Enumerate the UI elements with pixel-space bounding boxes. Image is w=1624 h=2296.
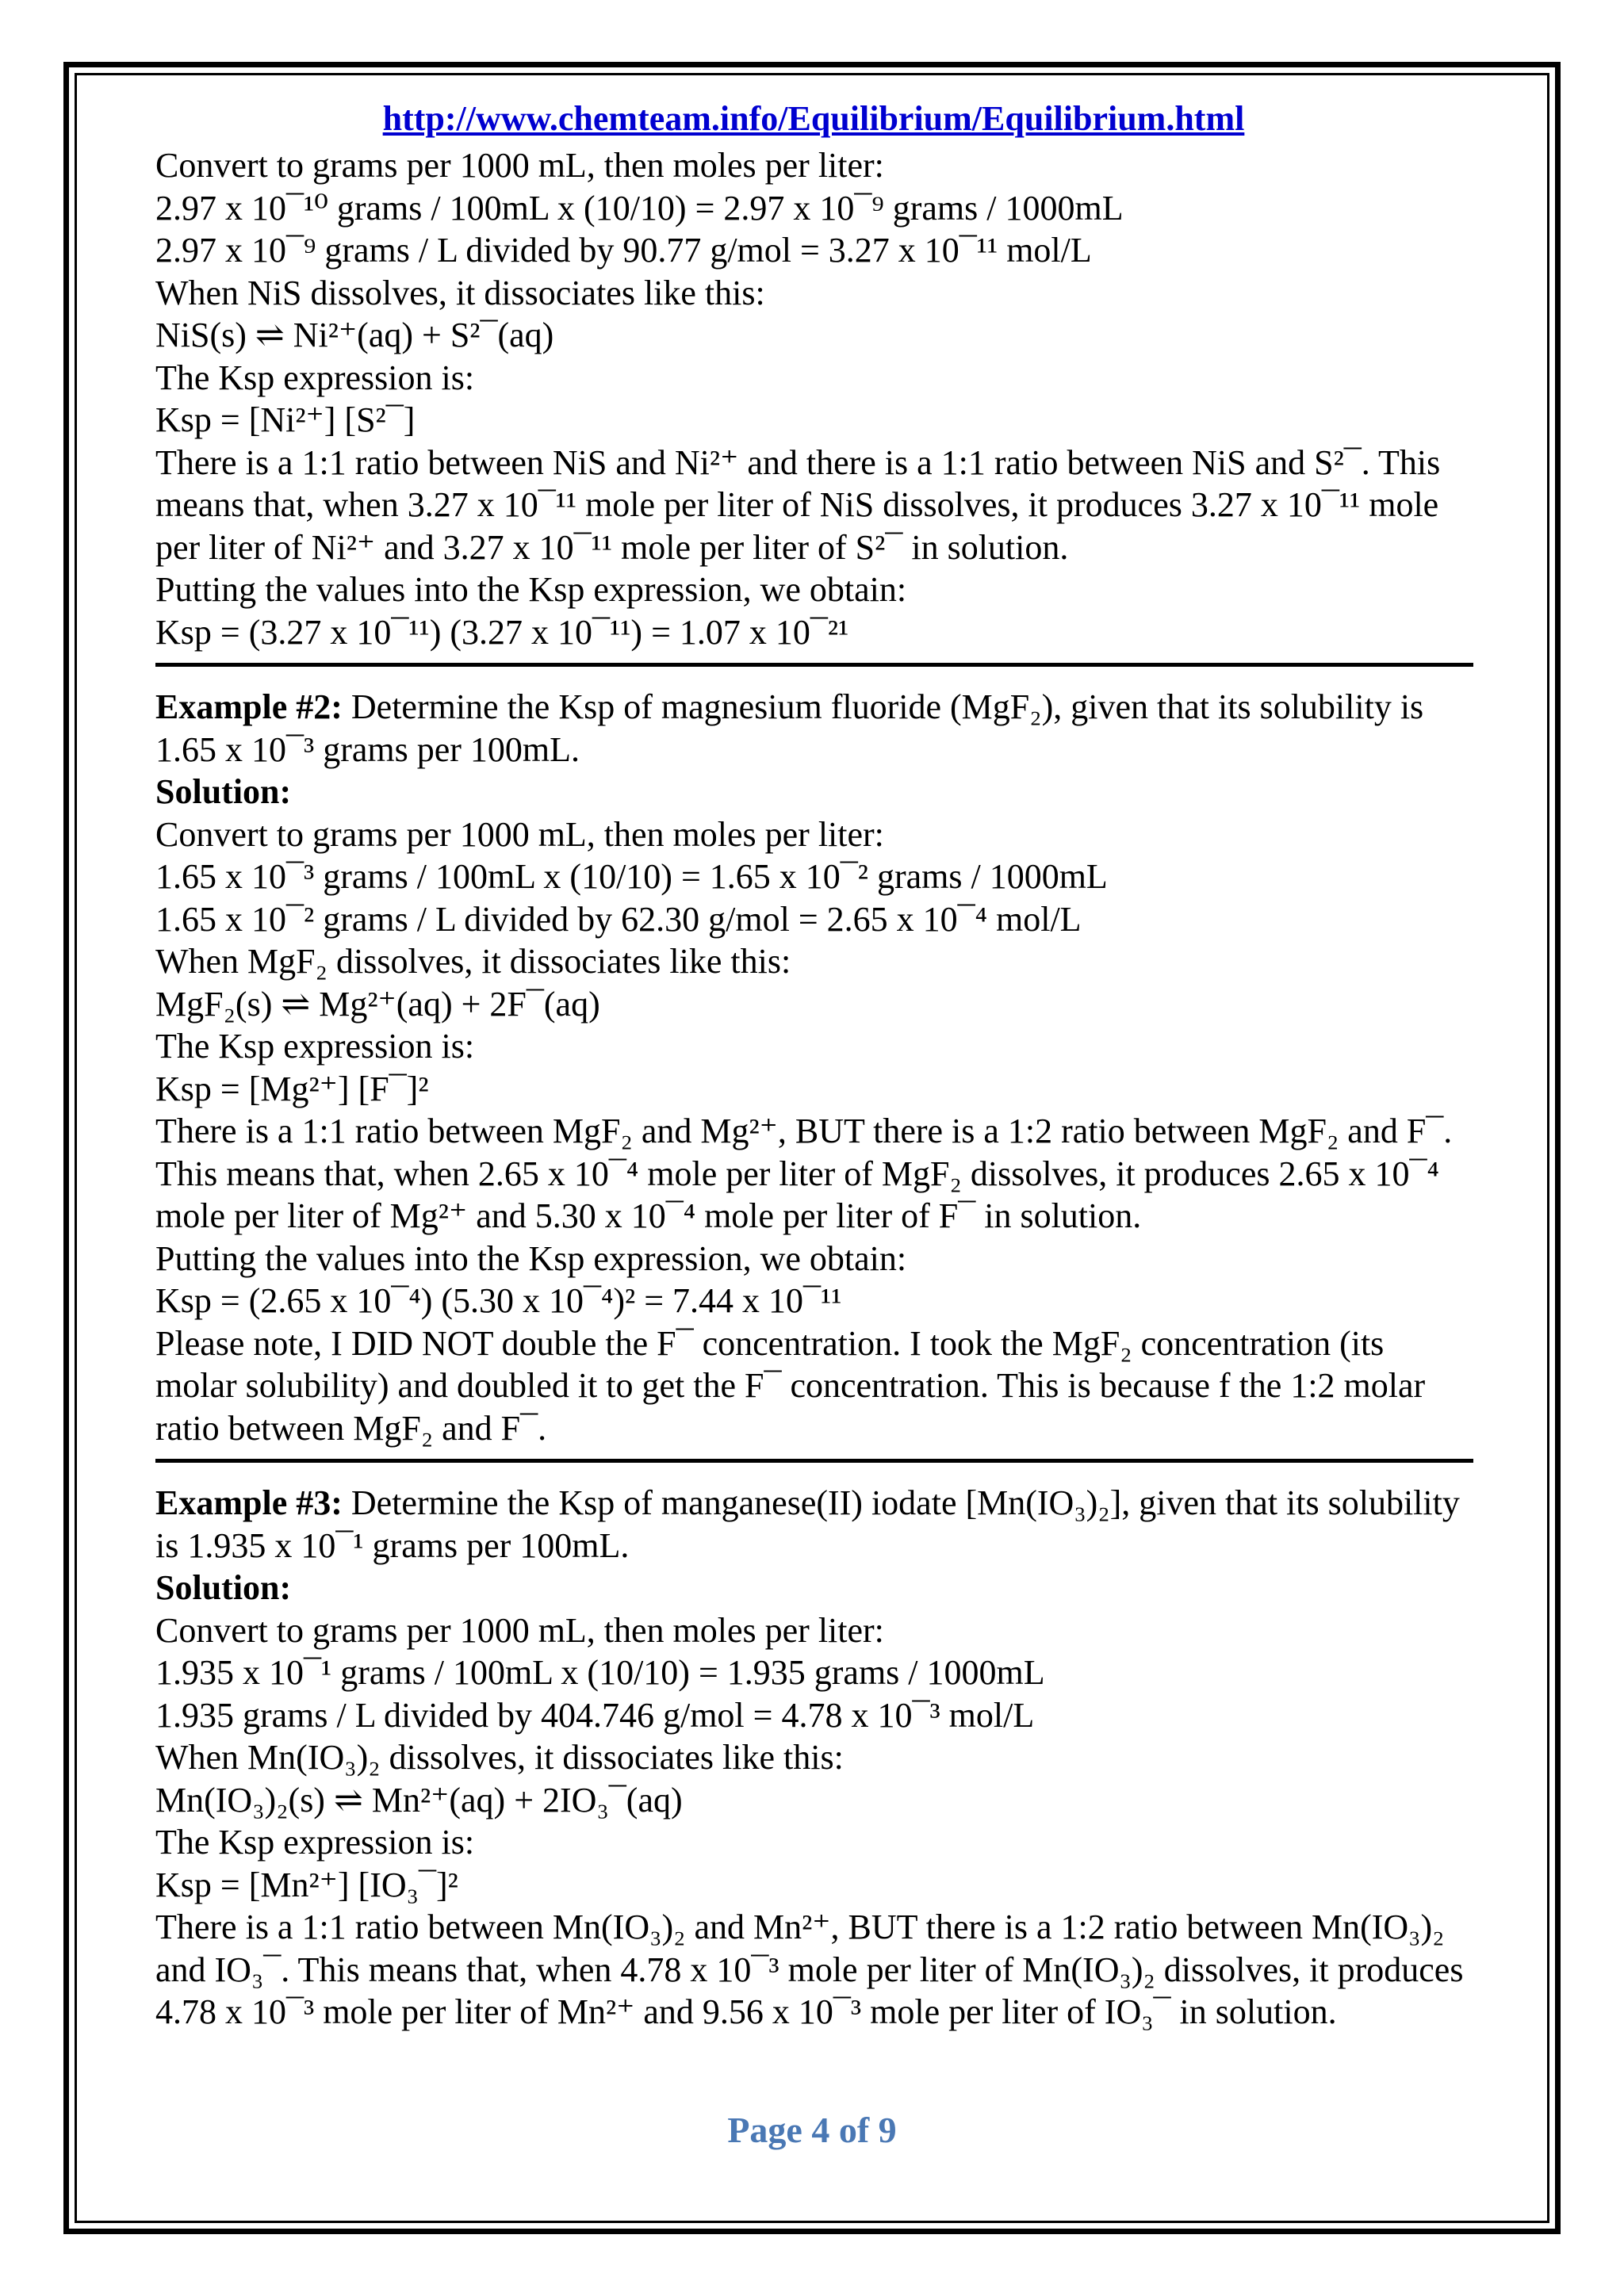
s1-line-4: When NiS dissolves, it dissociates like this: xyxy=(155,273,765,312)
s1-line-6: The Ksp expression is: xyxy=(155,358,475,397)
document-body xyxy=(155,95,1472,2034)
ex2-equation: MgF₂(s) ⇌ Mg²⁺(aq) + 2F¯(aq) xyxy=(155,984,600,1024)
ex3-line-1: Convert to grams per 1000 mL, then moles per liter: xyxy=(155,1610,884,1650)
section-divider xyxy=(155,663,1473,667)
s1-line-3: 2.97 x 10¯⁹ grams / L divided by 90.77 g/mol = 3.27 x 10¯¹¹ mol/L xyxy=(155,231,1092,270)
s1-line-2: 2.97 x 10¯¹⁰ grams / 100mL x (10/10) = 2.97 x 10¯⁹ grams / 1000mL xyxy=(155,188,1124,228)
ex3-line-2: 1.935 x 10¯¹ grams / 100mL x (10/10) = 1.935 grams / 1000mL xyxy=(155,1653,1045,1692)
example-3-question: Example #3: Determine the Ksp of manganese(II) iodate [Mn(IO₃)₂], given that its solubility is 1.935 x 10¯¹ grams per 100mL. xyxy=(155,1483,1460,1565)
page-number: Page 4 of 9 xyxy=(727,2110,897,2150)
ex3-line-6: The Ksp expression is: xyxy=(155,1823,475,1862)
ex2-ksp-expression: Ksp = [Mg²⁺] [F¯]² xyxy=(155,1069,429,1108)
ex3-line-3: 1.935 grams / L divided by 404.746 g/mol = 4.78 x 10¯³ mol/L xyxy=(155,1695,1035,1735)
ex3-equation: Mn(IO₃)₂(s) ⇌ Mn²⁺(aq) + 2IO₃¯(aq) xyxy=(155,1780,683,1820)
ex3-line-4: When Mn(IO₃)₂ dissolves, it dissociates like this: xyxy=(155,1738,844,1777)
s1-equation: NiS(s) ⇌ Ni²⁺(aq) + S²¯(aq) xyxy=(155,316,554,354)
example-3-solution-heading: Solution: xyxy=(155,1568,292,1607)
s1-ratio-paragraph: There is a 1:1 ratio between NiS and Ni²⁺ and there is a 1:1 ratio between NiS and S²¯. This means that, when 3.27 x 10¯¹¹ mole per liter of NiS dissolves, it produces 3.27 x 10¯¹¹ mole per liter of Ni²⁺ and 3.27 x 10¯¹¹ mole per liter of S²¯ in solution. xyxy=(155,442,1441,567)
ex3-ratio-paragraph: There is a 1:1 ratio between Mn(IO₃)₂ and Mn²⁺, BUT there is a 1:2 ratio between Mn(IO₃)₂ and IO₃¯. This means that, when 4.78 x 10¯³ mole per liter of Mn(IO₃)₂ dissolves, it produces 4.78 x 10¯³ mole per liter of Mn²⁺ and 9.56 x 10¯³ mole per liter of IO₃¯ in solution. xyxy=(155,1908,1464,2031)
example-3-title: Example #3: xyxy=(155,1483,343,1522)
ex2-line-9: Putting the values into the Ksp expression, we obtain: xyxy=(155,1238,907,1278)
ex2-line-6: The Ksp expression is: xyxy=(155,1027,475,1066)
s1-line-1: Convert to grams per 1000 mL, then moles per liter: xyxy=(155,146,884,185)
s1-ksp-expression: Ksp = [Ni²⁺] [S²¯] xyxy=(155,400,416,439)
example-2-solution-heading: Solution: xyxy=(155,772,292,811)
ex2-line-2: 1.65 x 10¯³ grams / 100mL x (10/10) = 1.65 x 10¯² grams / 1000mL xyxy=(155,857,1108,896)
ex2-ratio-paragraph: There is a 1:1 ratio between MgF₂ and Mg²⁺, BUT there is a 1:2 ratio between MgF₂ and F¯. This means that, when 2.65 x 10¯⁴ mole per liter of MgF₂ dissolves, it produces 2.65 x 10¯⁴ mole per liter of Mg²⁺ and 5.30 x 10¯⁴ mole per liter of F¯ in solution. xyxy=(155,1112,1453,1235)
ex2-ksp-result: Ksp = (2.65 x 10¯⁴) (5.30 x 10¯⁴)² = 7.44 x 10¯¹¹ xyxy=(155,1281,842,1320)
example-2-title: Example #2: xyxy=(155,687,343,726)
section-divider xyxy=(155,1459,1473,1463)
header-url-link[interactable]: http://www.chemteam.info/Equilibrium/Equilibrium.html xyxy=(382,99,1245,138)
ex2-line-1: Convert to grams per 1000 mL, then moles per liter: xyxy=(155,814,884,854)
s1-ksp-result: Ksp = (3.27 x 10¯¹¹) (3.27 x 10¯¹¹) = 1.07 x 10¯²¹ xyxy=(155,612,849,652)
example-2-question: Example #2: Determine the Ksp of magnesium fluoride (MgF₂), given that its solubility is 1.65 x 10¯³ grams per 100mL. xyxy=(155,687,1424,769)
s1-line-9: Putting the values into the Ksp expression, we obtain: xyxy=(155,570,907,609)
ex2-line-4: When MgF₂ dissolves, it dissociates like this: xyxy=(155,942,791,981)
ex3-ksp-expression: Ksp = [Mn²⁺] [IO₃¯]² xyxy=(155,1865,458,1904)
ex2-line-3: 1.65 x 10¯² grams / L divided by 62.30 g/mol = 2.65 x 10¯⁴ mol/L xyxy=(155,899,1082,939)
ex2-note-paragraph: Please note, I DID NOT double the F¯ concentration. I took the MgF₂ concentration (its molar solubility) and doubled it to get the F¯ concentration. This is because f the 1:2 molar ratio between MgF₂ and F¯. xyxy=(155,1323,1426,1448)
